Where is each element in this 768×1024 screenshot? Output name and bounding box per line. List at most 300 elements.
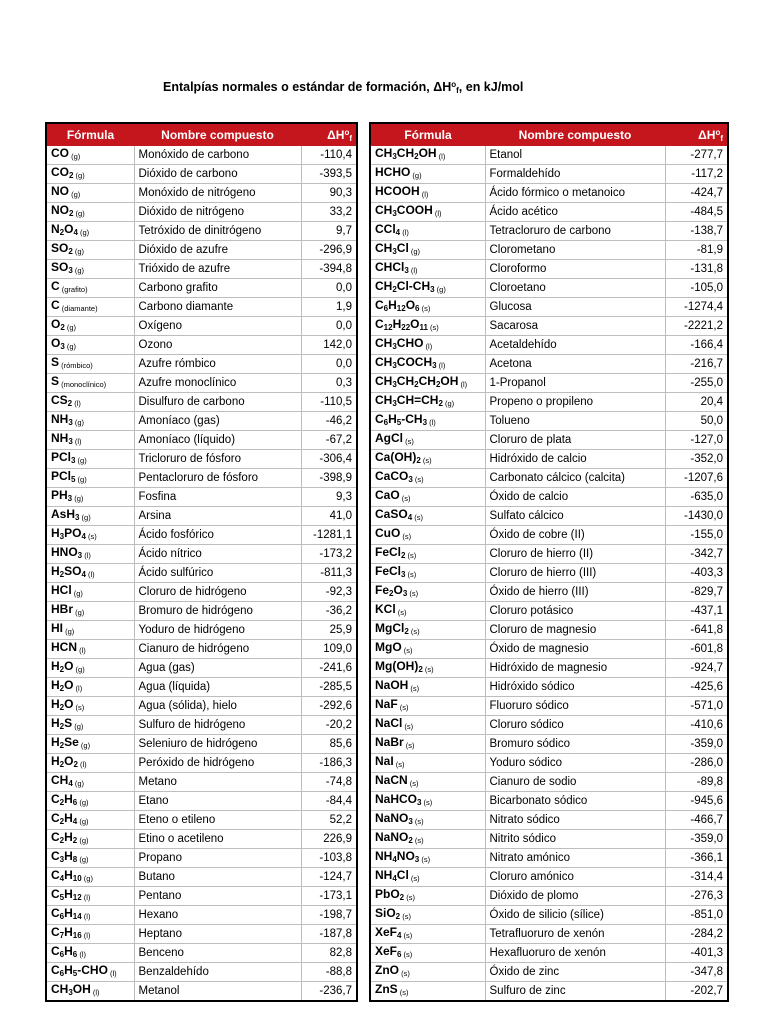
table-row bbox=[46, 450, 357, 469]
formula-cell bbox=[370, 640, 485, 659]
formula-phase: (g) bbox=[72, 266, 85, 275]
formula-part: SO bbox=[51, 241, 69, 255]
formula-part: O bbox=[64, 222, 74, 236]
table-row bbox=[46, 431, 357, 450]
formula-phase: (g) bbox=[73, 209, 85, 218]
formula-cell bbox=[370, 754, 485, 773]
enthalpy-value-cell: -216,7 bbox=[665, 355, 728, 374]
formula-phase: (s) bbox=[427, 323, 439, 332]
enthalpy-value-cell: -2221,2 bbox=[665, 317, 728, 336]
formula-subscript: 3 bbox=[392, 380, 397, 389]
formula-cell bbox=[46, 811, 134, 830]
enthalpy-value-cell: 25,9 bbox=[301, 621, 357, 640]
compound-name-cell: Tricloruro de fósforo bbox=[134, 450, 301, 469]
table-row bbox=[370, 317, 728, 336]
formula-phase: (l) bbox=[423, 342, 433, 351]
enthalpy-value-cell: 52,2 bbox=[301, 811, 357, 830]
enthalpy-value-cell: -296,9 bbox=[301, 241, 357, 260]
formula-cell bbox=[370, 697, 485, 716]
formula-part: OH bbox=[72, 982, 91, 996]
formula-cell bbox=[46, 963, 134, 982]
enthalpy-value-cell: -92,3 bbox=[301, 583, 357, 602]
formula-part: O bbox=[64, 697, 74, 711]
formula-subscript: 3 bbox=[392, 342, 397, 351]
formula-cell bbox=[46, 165, 134, 184]
formula-part: CH bbox=[375, 279, 393, 293]
title-sub: f bbox=[456, 86, 459, 95]
table-row bbox=[370, 241, 728, 260]
table-row bbox=[370, 165, 728, 184]
compound-name-cell: Hexano bbox=[134, 906, 301, 925]
formula-cell bbox=[46, 279, 134, 298]
enthalpy-value-cell: -347,8 bbox=[665, 963, 728, 982]
enthalpy-value-cell: -635,0 bbox=[665, 488, 728, 507]
compound-name-cell: Dióxido de plomo bbox=[485, 887, 665, 906]
enthalpy-value-cell: 41,0 bbox=[301, 507, 357, 526]
formula-phase: (s) bbox=[85, 532, 97, 541]
formula-part: H bbox=[64, 925, 73, 939]
formula-cell bbox=[46, 583, 134, 602]
compound-name-cell: Óxido de calcio bbox=[485, 488, 665, 507]
formula-subscript: 2 bbox=[404, 627, 409, 636]
formula-phase: (l) bbox=[85, 570, 95, 579]
formula-phase: (l) bbox=[77, 950, 86, 959]
table-row bbox=[46, 621, 357, 640]
table-row bbox=[370, 564, 728, 583]
formula-part: O bbox=[64, 678, 74, 692]
enthalpy-value-cell: -829,7 bbox=[665, 583, 728, 602]
table-row bbox=[46, 678, 357, 697]
enthalpy-value-cell: -89,8 bbox=[665, 773, 728, 792]
formula-part: COOH bbox=[396, 203, 433, 217]
formula-phase: (g) bbox=[72, 494, 84, 503]
formula-subscript: 2 bbox=[408, 836, 413, 845]
compound-name-cell: Azufre monoclínico bbox=[134, 374, 301, 393]
table-row bbox=[46, 716, 357, 735]
header-dh bbox=[301, 123, 357, 146]
formula-subscript: 4 bbox=[395, 228, 401, 237]
formula-phase: (g) bbox=[72, 418, 85, 427]
formula-cell bbox=[370, 526, 485, 545]
compound-name-cell: Formaldehído bbox=[485, 165, 665, 184]
formula-subscript: 2 bbox=[438, 399, 443, 408]
formula-subscript: 22 bbox=[401, 323, 411, 332]
enthalpy-value-cell: -81,9 bbox=[665, 241, 728, 260]
formula-phase: (g) bbox=[72, 722, 84, 731]
formula-cell bbox=[46, 526, 134, 545]
enthalpy-value-cell: -236,7 bbox=[301, 982, 357, 1002]
table-row bbox=[370, 469, 728, 488]
formula-part: ZnO bbox=[375, 963, 399, 977]
enthalpy-value-cell: 0,0 bbox=[301, 355, 357, 374]
formula-part: NO bbox=[51, 203, 69, 217]
formula-phase: (s) bbox=[408, 684, 420, 693]
table-row bbox=[46, 374, 357, 393]
formula-part: H bbox=[51, 735, 60, 749]
formula-part: H bbox=[51, 697, 60, 711]
formula-part: H bbox=[51, 754, 60, 768]
table-row bbox=[46, 412, 357, 431]
header-dh-label: ΔH bbox=[327, 128, 345, 142]
formula-cell bbox=[370, 621, 485, 640]
formula-phase: (l) bbox=[427, 418, 436, 427]
formula-cell bbox=[46, 203, 134, 222]
formula-part: Ca(OH) bbox=[375, 450, 417, 464]
formula-subscript: 5 bbox=[71, 475, 76, 484]
formula-part: NaOH bbox=[375, 678, 409, 692]
header-name: Nombre compuesto bbox=[485, 123, 665, 146]
formula-subscript: 3 bbox=[68, 266, 73, 275]
formula-part: XeF bbox=[375, 944, 398, 958]
enthalpy-value-cell: 0,3 bbox=[301, 374, 357, 393]
compound-name-cell: Ozono bbox=[134, 336, 301, 355]
compound-name-cell: 1-Propanol bbox=[485, 374, 665, 393]
enthalpy-value-cell: -601,8 bbox=[665, 640, 728, 659]
formula-subscript: 12 bbox=[396, 304, 406, 313]
formula-subscript: 4 bbox=[392, 874, 397, 883]
compound-name-cell: Peróxido de hidrógeno bbox=[134, 754, 301, 773]
enthalpy-value-cell: -88,8 bbox=[301, 963, 357, 982]
enthalpy-value-cell: -466,7 bbox=[665, 811, 728, 830]
header-dh-label: ΔH bbox=[698, 128, 716, 142]
compound-name-cell: Sulfato cálcico bbox=[485, 507, 665, 526]
compound-name-cell: Yoduro de hidrógeno bbox=[134, 621, 301, 640]
formula-cell bbox=[370, 830, 485, 849]
formula-subscript: 2 bbox=[73, 760, 78, 769]
enthalpy-value-cell: -131,8 bbox=[665, 260, 728, 279]
enthalpy-value-cell: -186,3 bbox=[301, 754, 357, 773]
formula-part: NH bbox=[51, 431, 69, 445]
formula-cell bbox=[46, 241, 134, 260]
formula-subscript: 4 bbox=[73, 228, 78, 237]
table-row bbox=[46, 735, 357, 754]
formula-part: CaCO bbox=[375, 469, 409, 483]
table-row bbox=[370, 849, 728, 868]
formula-subscript: 6 bbox=[59, 950, 65, 959]
formula-cell bbox=[370, 944, 485, 963]
formula-subscript: 2 bbox=[59, 703, 65, 712]
formula-subscript: 2 bbox=[414, 152, 419, 161]
formula-cell bbox=[370, 336, 485, 355]
table-row bbox=[370, 944, 728, 963]
table-row bbox=[46, 640, 357, 659]
formula-subscript: 2 bbox=[401, 551, 406, 560]
formula-phase: (l) bbox=[77, 760, 87, 769]
formula-cell bbox=[46, 393, 134, 412]
formula-subscript: 2 bbox=[59, 798, 65, 807]
formula-cell bbox=[46, 925, 134, 944]
formula-phase: (s) bbox=[405, 570, 417, 579]
compound-name-cell: Agua (sólida), hielo bbox=[134, 697, 301, 716]
enthalpy-value-cell: -366,1 bbox=[665, 849, 728, 868]
formula-subscript: 6 bbox=[72, 950, 78, 959]
formula-phase: (s) bbox=[403, 437, 414, 446]
table-row bbox=[46, 602, 357, 621]
formula-part: ZnS bbox=[375, 982, 398, 996]
formula-subscript: 6 bbox=[59, 912, 65, 921]
formula-part: CH bbox=[375, 374, 393, 388]
formula-part: C bbox=[51, 830, 60, 844]
formula-phase: (s) bbox=[422, 665, 434, 674]
table-row bbox=[370, 374, 728, 393]
table-row bbox=[46, 887, 357, 906]
formula-part: C bbox=[51, 868, 60, 882]
formula-subscript: 3 bbox=[71, 456, 76, 465]
compound-name-cell: Tetróxido de dinitrógeno bbox=[134, 222, 301, 241]
formula-part: C bbox=[51, 963, 60, 977]
formula-phase: (s) bbox=[399, 969, 410, 978]
compound-name-cell: Butano bbox=[134, 868, 301, 887]
enthalpy-table-left bbox=[45, 122, 358, 1002]
enthalpy-value-cell: -286,0 bbox=[665, 754, 728, 773]
enthalpy-value-cell: 85,6 bbox=[301, 735, 357, 754]
compound-name-cell: Acetona bbox=[485, 355, 665, 374]
formula-cell bbox=[46, 659, 134, 678]
formula-subscript: 3 bbox=[408, 817, 413, 826]
formula-part: CH=CH bbox=[396, 393, 439, 407]
table-row bbox=[370, 279, 728, 298]
formula-cell bbox=[46, 184, 134, 203]
compound-name-cell: Oxígeno bbox=[134, 317, 301, 336]
formula-part: O bbox=[51, 336, 61, 350]
table-row bbox=[46, 868, 357, 887]
compound-name-cell: Etano bbox=[134, 792, 301, 811]
table-row bbox=[370, 716, 728, 735]
formula-part: SiO bbox=[375, 906, 396, 920]
compound-name-cell: Amoníaco (líquido) bbox=[134, 431, 301, 450]
formula-part: CO bbox=[51, 146, 69, 160]
formula-part: -CHO bbox=[77, 963, 108, 977]
compound-name-cell: Benceno bbox=[134, 944, 301, 963]
formula-subscript: 3 bbox=[432, 361, 437, 370]
formula-cell bbox=[370, 545, 485, 564]
formula-subscript: 3 bbox=[392, 209, 397, 218]
enthalpy-value-cell: -105,0 bbox=[665, 279, 728, 298]
compound-name-cell: Carbono grafito bbox=[134, 279, 301, 298]
formula-subscript: 2 bbox=[59, 836, 65, 845]
formula-part: PbO bbox=[375, 887, 400, 901]
compound-name-cell: Óxido de hierro (III) bbox=[485, 583, 665, 602]
formula-part: CH bbox=[396, 374, 415, 388]
formula-subscript: 2 bbox=[69, 171, 74, 180]
formula-subscript: 2 bbox=[418, 665, 423, 674]
enthalpy-value-cell: -36,2 bbox=[301, 602, 357, 621]
formula-phase: (s) bbox=[401, 646, 413, 655]
compound-name-cell: Bromuro de hidrógeno bbox=[134, 602, 301, 621]
compound-name-cell: Hidróxido sódico bbox=[485, 678, 665, 697]
table-row bbox=[46, 659, 357, 678]
formula-phase: (s) bbox=[419, 304, 431, 313]
formula-subscript: 11 bbox=[419, 323, 428, 332]
compound-name-cell: Cloroetano bbox=[485, 279, 665, 298]
formula-cell bbox=[46, 792, 134, 811]
formula-subscript: 4 bbox=[81, 570, 86, 579]
table-row bbox=[370, 412, 728, 431]
formula-phase: (rómbico) bbox=[59, 361, 93, 370]
formula-part: N bbox=[51, 222, 60, 236]
formula-part: NaCl bbox=[375, 716, 403, 730]
table-row bbox=[46, 564, 357, 583]
formula-phase: (l) bbox=[408, 266, 418, 275]
table-row bbox=[46, 279, 357, 298]
formula-cell bbox=[370, 184, 485, 203]
compound-name-cell: Eteno o etileno bbox=[134, 811, 301, 830]
enthalpy-value-cell: -641,8 bbox=[665, 621, 728, 640]
formula-subscript: 2 bbox=[59, 722, 65, 731]
formula-subscript: 6 bbox=[397, 950, 402, 959]
formula-subscript: 2 bbox=[59, 228, 65, 237]
formula-subscript: 5 bbox=[72, 969, 78, 978]
enthalpy-value-cell: -1430,0 bbox=[665, 507, 728, 526]
enthalpy-value-cell: -67,2 bbox=[301, 431, 357, 450]
formula-cell bbox=[370, 488, 485, 507]
formula-part: CH bbox=[418, 374, 436, 388]
formula-cell bbox=[46, 431, 134, 450]
compound-name-cell: Ácido sulfúrico bbox=[134, 564, 301, 583]
enthalpy-value-cell: -155,0 bbox=[665, 526, 728, 545]
formula-part: H bbox=[64, 887, 73, 901]
formula-cell bbox=[46, 146, 134, 165]
formula-subscript: 6 bbox=[383, 304, 389, 313]
formula-part: O bbox=[64, 754, 74, 768]
formula-part: CH bbox=[375, 203, 393, 217]
formula-cell bbox=[46, 621, 134, 640]
compound-name-cell: Pentacloruro de fósforo bbox=[134, 469, 301, 488]
table-body-right bbox=[370, 146, 728, 1001]
formula-part: Fe bbox=[375, 583, 390, 597]
table-row bbox=[370, 754, 728, 773]
formula-cell bbox=[46, 298, 134, 317]
formula-phase: (g) bbox=[81, 874, 93, 883]
formula-part: PO bbox=[64, 526, 82, 540]
table-row bbox=[370, 222, 728, 241]
formula-part: O bbox=[393, 583, 403, 597]
formula-part: O bbox=[410, 317, 420, 331]
formula-phase: (g) bbox=[442, 399, 455, 408]
compound-name-cell: Ácido fórmico o metanoico bbox=[485, 184, 665, 203]
formula-part: PCl bbox=[51, 450, 72, 464]
enthalpy-value-cell: -393,5 bbox=[301, 165, 357, 184]
formula-subscript: 3 bbox=[59, 532, 65, 541]
formula-part: CH bbox=[51, 773, 69, 787]
formula-phase: (l) bbox=[72, 399, 81, 408]
formula-part: CH bbox=[375, 393, 393, 407]
formula-phase: (g) bbox=[75, 456, 87, 465]
formula-part: SO bbox=[51, 260, 69, 274]
formula-cell bbox=[46, 564, 134, 583]
formula-phase: (s) bbox=[421, 798, 433, 807]
formula-phase: (g) bbox=[71, 589, 83, 598]
enthalpy-value-cell: -945,6 bbox=[665, 792, 728, 811]
compound-name-cell: Tetrafluoruro de xenón bbox=[485, 925, 665, 944]
compound-name-cell: Acetaldehído bbox=[485, 336, 665, 355]
table-header-row bbox=[370, 123, 728, 146]
formula-part: COCH bbox=[396, 355, 433, 369]
formula-part: HNO bbox=[51, 545, 78, 559]
compound-name-cell: Bicarbonato sódico bbox=[485, 792, 665, 811]
enthalpy-value-cell: -277,7 bbox=[665, 146, 728, 165]
table-row bbox=[370, 792, 728, 811]
formula-subscript: 3 bbox=[408, 475, 413, 484]
table-row bbox=[46, 982, 357, 1002]
formula-part: C bbox=[375, 298, 384, 312]
formula-phase: (g) bbox=[408, 247, 421, 256]
compound-name-cell: Fosfina bbox=[134, 488, 301, 507]
formula-part: C bbox=[51, 811, 60, 825]
compound-name-cell: Hexafluoruro de xenón bbox=[485, 944, 665, 963]
formula-phase: (l) bbox=[436, 361, 446, 370]
formula-part: CS bbox=[51, 393, 68, 407]
formula-subscript: 4 bbox=[68, 779, 73, 788]
formula-part: NH bbox=[51, 412, 69, 426]
formula-phase: (g) bbox=[73, 171, 85, 180]
table-row bbox=[46, 260, 357, 279]
formula-cell bbox=[370, 393, 485, 412]
table-row bbox=[46, 355, 357, 374]
enthalpy-value-cell: 9,3 bbox=[301, 488, 357, 507]
table-row bbox=[46, 203, 357, 222]
compound-name-cell: Agua (gas) bbox=[134, 659, 301, 678]
formula-phase: (g) bbox=[434, 285, 446, 294]
formula-phase: (l) bbox=[73, 684, 83, 693]
compound-name-cell: Óxido de cobre (II) bbox=[485, 526, 665, 545]
enthalpy-value-cell: -127,0 bbox=[665, 431, 728, 450]
compound-name-cell: Cianuro de sodio bbox=[485, 773, 665, 792]
formula-cell bbox=[46, 336, 134, 355]
enthalpy-value-cell: -276,3 bbox=[665, 887, 728, 906]
formula-phase: (monoclínico) bbox=[59, 380, 107, 389]
enthalpy-value-cell: -306,4 bbox=[301, 450, 357, 469]
enthalpy-value-cell: 20,4 bbox=[665, 393, 728, 412]
compound-name-cell: Heptano bbox=[134, 925, 301, 944]
formula-phase: (s) bbox=[420, 456, 432, 465]
enthalpy-value-cell: -359,0 bbox=[665, 830, 728, 849]
formula-cell bbox=[370, 925, 485, 944]
compound-name-cell: Etino o acetileno bbox=[134, 830, 301, 849]
table-row bbox=[370, 450, 728, 469]
compound-name-cell: Ácido fosfórico bbox=[134, 526, 301, 545]
formula-subscript: 2 bbox=[59, 570, 65, 579]
formula-cell bbox=[46, 545, 134, 564]
formula-part: Cl bbox=[396, 241, 409, 255]
formula-cell bbox=[46, 982, 134, 1002]
compound-name-cell: Bromuro sódico bbox=[485, 735, 665, 754]
formula-part: C bbox=[51, 298, 60, 312]
compound-name-cell: Cloruro potásico bbox=[485, 602, 665, 621]
table-row bbox=[370, 602, 728, 621]
formula-part: C bbox=[51, 849, 60, 863]
table-row bbox=[46, 963, 357, 982]
formula-phase: (s) bbox=[412, 817, 424, 826]
table-row bbox=[370, 678, 728, 697]
compound-name-cell: Benzaldehído bbox=[134, 963, 301, 982]
formula-phase: (s) bbox=[403, 741, 415, 750]
formula-part: CH bbox=[375, 336, 393, 350]
enthalpy-value-cell: 82,8 bbox=[301, 944, 357, 963]
enthalpy-value-cell: -166,4 bbox=[665, 336, 728, 355]
formula-cell bbox=[370, 982, 485, 1002]
enthalpy-value-cell: -1274,4 bbox=[665, 298, 728, 317]
table-row bbox=[46, 507, 357, 526]
compound-name-cell: Óxido de silicio (sílice) bbox=[485, 906, 665, 925]
formula-subscript: 2 bbox=[72, 836, 78, 845]
table-row bbox=[46, 222, 357, 241]
enthalpy-value-cell: -424,7 bbox=[665, 184, 728, 203]
formula-part: NO bbox=[51, 184, 69, 198]
formula-cell bbox=[370, 678, 485, 697]
compound-name-cell: Óxido de zinc bbox=[485, 963, 665, 982]
formula-phase: (s) bbox=[405, 551, 417, 560]
